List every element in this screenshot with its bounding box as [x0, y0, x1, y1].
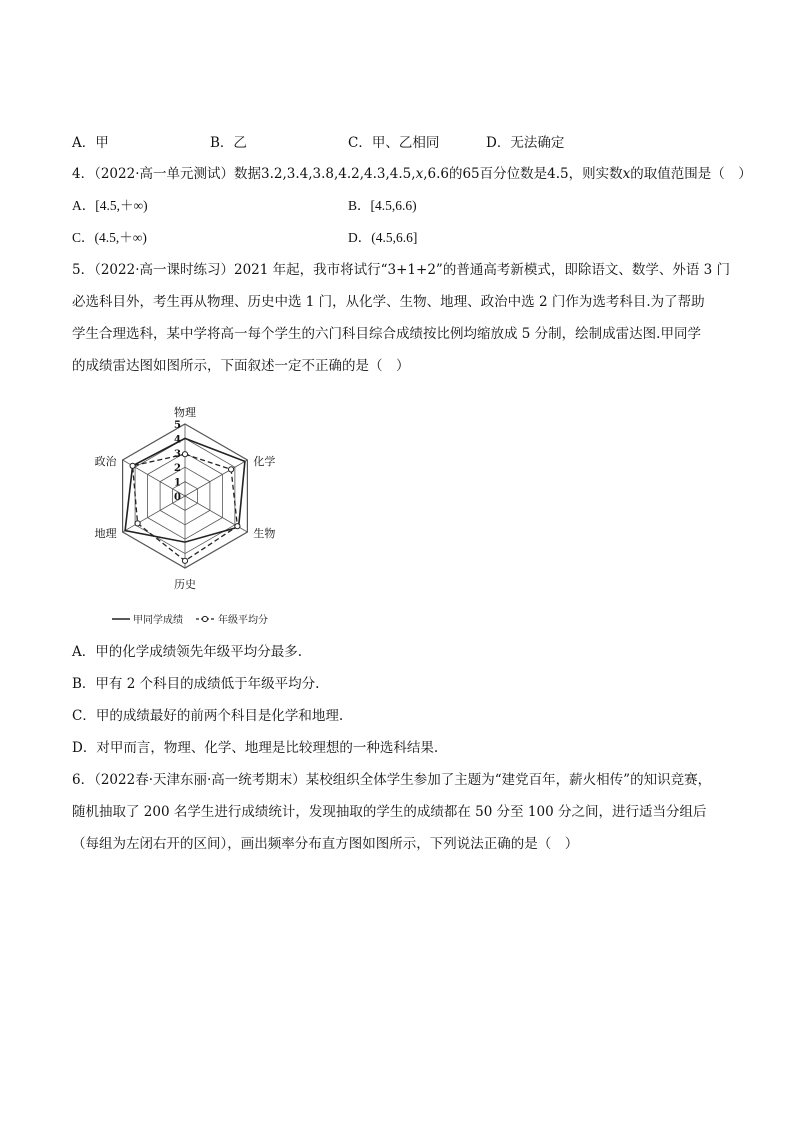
series-point-2-1	[182, 452, 187, 457]
series-point-2-3	[235, 524, 240, 529]
q4-stem-part-c: 的取值范围是（ ）	[630, 166, 752, 182]
series-point-2-6	[130, 463, 135, 468]
q5-stem-line-2: 必选科目外，考生再从物理、历史中选 1 门，从化学、生物、地理、政治中选 2 门作为选考科目.为了帮助	[72, 294, 705, 310]
series-point-2-5	[135, 521, 140, 526]
scale-label-2: 2	[174, 463, 181, 475]
axis-label-6: 政治	[94, 455, 117, 468]
axis-label-4: 历史	[174, 578, 196, 591]
q4-stem-part-a: 4．（2022·高一单元测试）数据3.2,3.4,3.8,4.2,4.3,4.5,	[72, 166, 416, 182]
scale-label-5: 5	[174, 420, 181, 431]
q3-option-c: C．甲、乙相同	[348, 135, 440, 151]
q4-variable-x-2: x	[622, 166, 631, 182]
q5-stem-line-1: 5．（2022·高一课时练习）2021 年起，我市将试行“3+1+2”的普通高考新模式，即除语文、数学、外语 3 门	[72, 262, 730, 278]
q5-option-b: B．甲有 2 个科目的成绩低于年级平均分.	[72, 676, 320, 692]
axis-label-5: 地理	[94, 527, 117, 540]
q4-stem	[72, 164, 752, 184]
scale-label-0: 0	[174, 492, 181, 503]
radar-chart	[72, 383, 312, 628]
axis-label-3: 生物	[253, 527, 276, 540]
q3-option-b: B．乙	[210, 135, 247, 151]
scale-label-3: 3	[174, 448, 181, 460]
q4-variable-x: x	[415, 166, 424, 182]
q4-option-c: C．(4.5,＋∞)	[72, 230, 147, 245]
q4-stem-part-b: ,6.6的65百分位数是4.5，则实数	[423, 166, 623, 182]
q4-option-a: A．[4.5,＋∞)	[72, 198, 148, 213]
radar-legend	[112, 613, 268, 626]
scale-label-1: 1	[174, 477, 181, 489]
q5-option-d: D．对甲而言，物理、化学、地理是比较理想的一种选科结果.	[72, 740, 439, 756]
scale-label-4: 4	[174, 434, 181, 446]
q3-option-d: D．无法确定	[486, 135, 565, 151]
q3-option-a: A．甲	[72, 135, 109, 151]
q6-stem-line-3: （每组为左闭右开的区间），画出频率分布直方图如图所示，下列说法正确的是（ ）	[72, 836, 579, 852]
q4-option-d: D．(4.5,6.6]	[348, 230, 418, 245]
axis-label-2: 化学	[253, 455, 276, 468]
legend-label-2: 年级平均分	[218, 615, 268, 626]
axis-spoke-2	[185, 460, 247, 496]
q5-option-a: A．甲的化学成绩领先年级平均分最多.	[72, 644, 303, 660]
q5-stem-line-4: 的成绩雷达图如图所示，下面叙述一定不正确的是（ ）	[72, 358, 410, 374]
radar-axes	[123, 424, 248, 568]
q5-stem-line-3: 学生合理选科，某中学将高一每个学生的六门科目综合成绩按比例均缩放成 5 分制，绘制成雷达图.甲同学	[72, 326, 701, 342]
series-point-2-2	[229, 467, 234, 472]
legend-marker	[202, 616, 207, 621]
legend-label-1: 甲同学成绩	[133, 615, 183, 626]
q5-option-c: C．甲的成绩最好的前两个科目是化学和地理.	[72, 708, 344, 724]
q6-stem-line-2: 随机抽取了 200 名学生进行成绩统计，发现抽取的学生的成绩都在 50 分至 100 分之间，进行适当分组后	[72, 804, 707, 820]
axis-label-1: 物理	[174, 406, 196, 419]
q6-stem-line-1: 6．（2022春·天津东丽·高一统考期末）某校组织全体学生参加了主题为“建党百年，薪火相传”的知识竞赛，	[72, 772, 712, 788]
series-point-2-4	[182, 558, 187, 563]
q4-option-b: B．[4.5,6.6)	[348, 198, 417, 213]
